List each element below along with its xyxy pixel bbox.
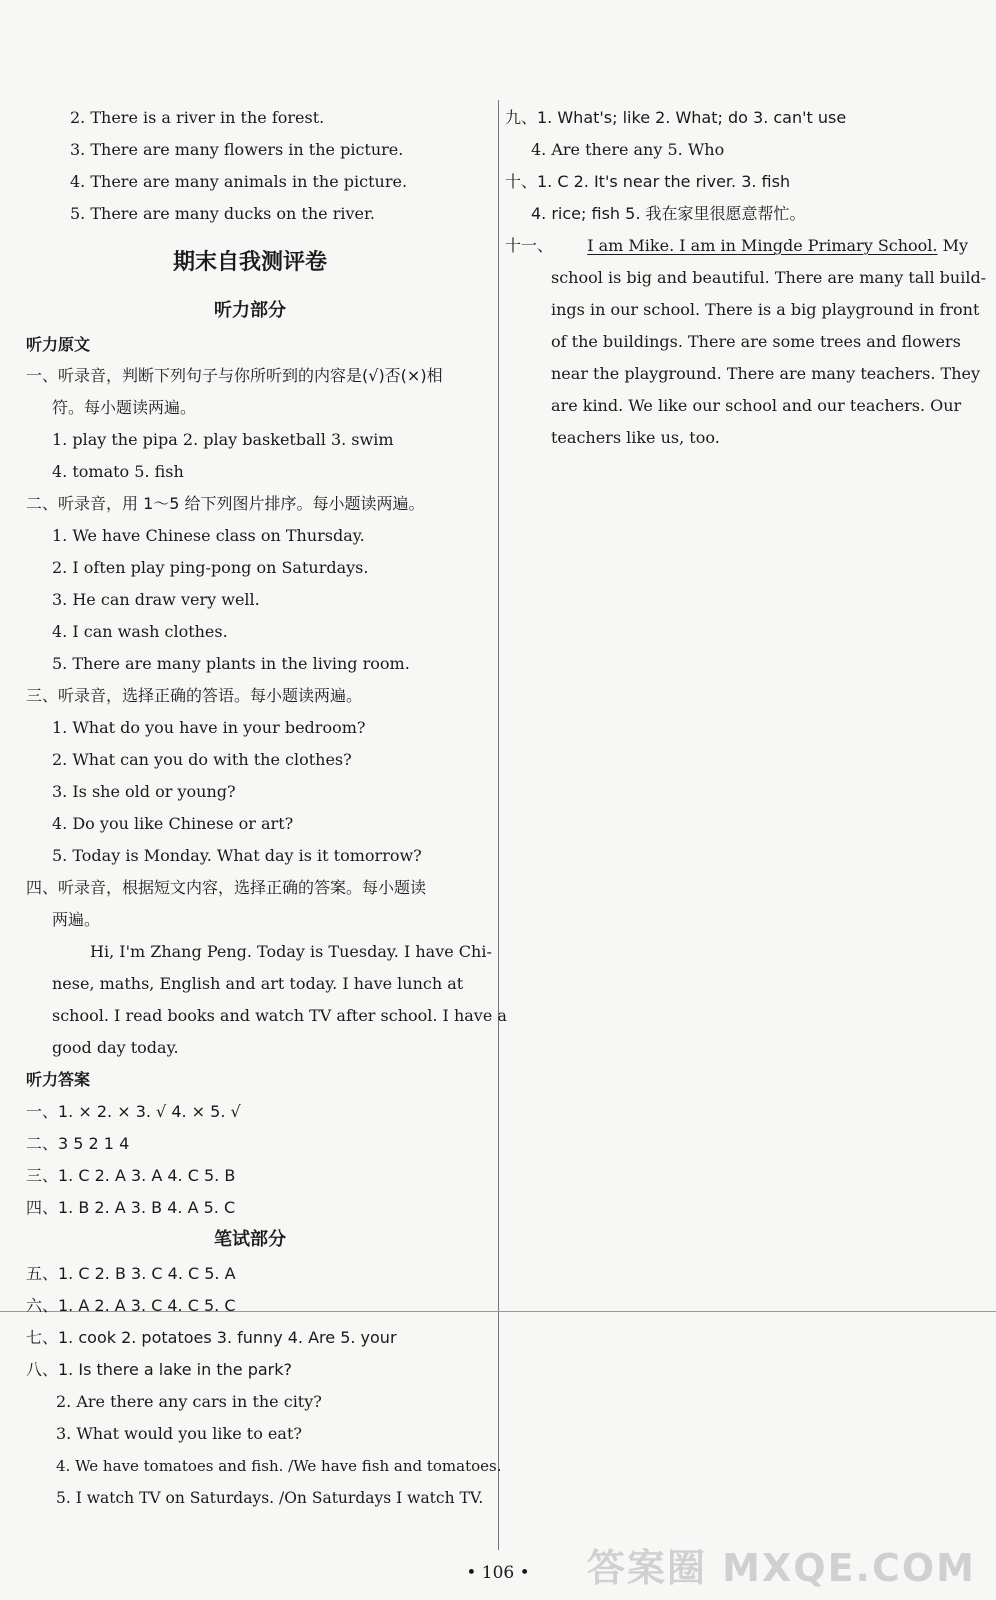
passage-line: Hi, I'm Zhang Peng. Today is Tuesday. I have Chi-: [90, 942, 492, 961]
answer-line: 六、1. A 2. A 3. C 4. C 5. C: [26, 1296, 236, 1315]
text-line: 2. There is a river in the forest.: [70, 108, 325, 127]
answer-line: 2. Are there any cars in the city?: [56, 1392, 322, 1411]
answer-line: 5. I watch TV on Saturdays. /On Saturdays I watch TV.: [56, 1489, 484, 1507]
text-line: 5. There are many ducks on the river.: [70, 204, 375, 223]
passage-line: nese, maths, English and art today. I have lunch at: [52, 974, 464, 993]
list-item: 3. Is she old or young?: [52, 782, 236, 801]
list-item: 5. Today is Monday. What day is it tomorrow?: [52, 846, 422, 865]
answer-line: 3. What would you like to eat?: [56, 1424, 302, 1443]
page-number: • 106 •: [466, 1563, 530, 1583]
q1-instruction: 一、听录音，判断下列句子与你所听到的内容是(√)否(×)相: [26, 366, 443, 385]
list-item: 2. I often play ping-pong on Saturdays.: [52, 558, 369, 577]
passage-line: are kind. We like our school and our teachers. Our: [551, 396, 962, 415]
answer-line: 二、3 5 2 1 4: [26, 1134, 130, 1153]
list-item: 5. There are many plants in the living room.: [52, 654, 410, 673]
list-item: 4. Do you like Chinese or art?: [52, 814, 294, 833]
list-item: 1. What do you have in your bedroom?: [52, 718, 366, 737]
q11-first-line: [505, 234, 968, 258]
passage-line: near the playground. There are many teachers. They: [551, 364, 981, 383]
passage-line: school is big and beautiful. There are many tall build-: [551, 268, 987, 287]
passage-line: school. I read books and watch TV after school. I have a: [52, 1006, 507, 1025]
list-item: 3. He can draw very well.: [52, 590, 260, 609]
q11-underlined-sentence: I am Mike. I am in Mingde Primary School.: [587, 236, 938, 255]
passage-line: teachers like us, too.: [551, 428, 720, 447]
passage-line: ings in our school. There is a big playground in front: [551, 300, 980, 319]
q4-instruction: 四、听录音，根据短文内容，选择正确的答案。每小题读: [26, 878, 427, 897]
q2-instruction: 二、听录音，用 1～5 给下列图片排序。每小题读两遍。: [26, 494, 425, 513]
answer-line: 一、1. × 2. × 3. √ 4. × 5. √: [26, 1102, 241, 1121]
q11-label: 十一、: [505, 236, 554, 255]
answer-line: 十、1. C 2. It's near the river. 3. fish: [505, 172, 791, 191]
answer-line: 四、1. B 2. A 3. B 4. A 5. C: [26, 1198, 236, 1217]
list-item: 4. I can wash clothes.: [52, 622, 228, 641]
q1-items: 1. play the pipa 2. play basketball 3. swim: [52, 430, 394, 449]
q4-instruction: 两遍。: [52, 910, 101, 929]
q1-instruction: 符。每小题读两遍。: [52, 398, 197, 417]
text-line: 4. There are many animals in the picture.: [70, 172, 408, 191]
page-title: 期末自我测评卷: [172, 250, 327, 275]
subheading-answers: 听力答案: [26, 1070, 91, 1089]
subheading-transcript: 听力原文: [26, 335, 91, 354]
section-heading-listening: 听力部分: [214, 300, 286, 321]
answer-line: 五、1. C 2. B 3. C 4. C 5. A: [26, 1264, 236, 1283]
passage-line: of the buildings. There are some trees and flowers: [551, 332, 961, 351]
q3-instruction: 三、听录音，选择正确的答语。每小题读两遍。: [26, 686, 363, 705]
answer-line: 4. rice; fish 5. 我在家里很愿意帮忙。: [531, 204, 806, 223]
passage-line: good day today.: [52, 1038, 179, 1057]
watermark-logo: 答案圈 MXQE.COM: [586, 1546, 976, 1590]
answer-line: 三、1. C 2. A 3. A 4. C 5. B: [26, 1166, 236, 1185]
section-heading-written: 笔试部分: [214, 1229, 286, 1250]
q1-items: 4. tomato 5. fish: [52, 462, 184, 481]
answer-line: 八、1. Is there a lake in the park?: [26, 1360, 292, 1379]
text-line: 3. There are many flowers in the picture.: [70, 140, 404, 159]
answer-line: 七、1. cook 2. potatoes 3. funny 4. Are 5. your: [26, 1328, 397, 1347]
q11-continuation: My: [942, 236, 969, 255]
answer-line: 九、1. What's; like 2. What; do 3. can't use: [505, 108, 847, 127]
list-item: 2. What can you do with the clothes?: [52, 750, 352, 769]
answer-line: 4. We have tomatoes and fish. /We have fish and tomatoes.: [56, 1457, 502, 1475]
answer-line: 4. Are there any 5. Who: [531, 140, 725, 159]
list-item: 1. We have Chinese class on Thursday.: [52, 526, 365, 545]
